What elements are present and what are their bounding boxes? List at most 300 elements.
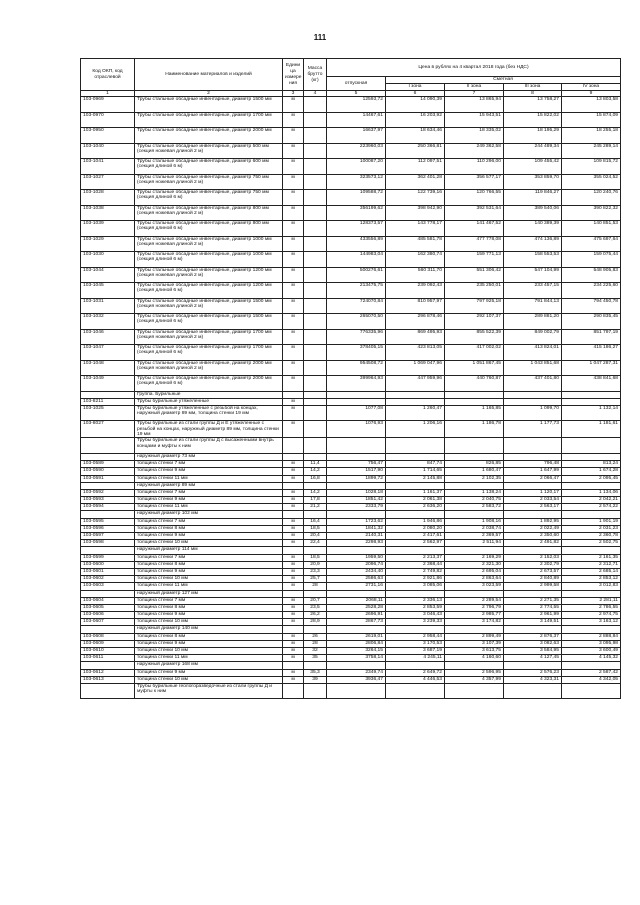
cell-name: Трубы стальные обсадные инвентарные, диаметр 1000 мм (секция длиной 6 м) bbox=[135, 252, 283, 268]
cell-zone-4-price: 109 815,72 bbox=[562, 159, 621, 175]
cell-mass bbox=[304, 438, 327, 454]
cell-code: 103-0601 bbox=[81, 568, 135, 575]
cell-unit: м bbox=[283, 583, 304, 590]
cell-mass: 39 bbox=[304, 676, 327, 683]
cell-code: 103-8027 bbox=[81, 421, 135, 438]
cell-release-price bbox=[327, 453, 386, 460]
cell-code: 103-1025 bbox=[81, 405, 135, 421]
cell-zone-4-price: 1 181,61 bbox=[562, 421, 621, 438]
table-row bbox=[81, 329, 621, 345]
cell-name: Трубы стальные обсадные инвентарные, диаметр 1500 мм (секция длиной 6 м) bbox=[135, 314, 283, 330]
cell-mass bbox=[304, 221, 327, 237]
cell-code bbox=[81, 391, 135, 398]
table-row bbox=[81, 453, 621, 460]
table-row bbox=[81, 421, 621, 438]
cell-unit: м bbox=[283, 655, 304, 662]
cell-zone-2-price: 2 169,29 bbox=[445, 554, 504, 561]
cell-release-price bbox=[327, 626, 386, 633]
table-row bbox=[81, 283, 621, 299]
cell-code: 103-1028 bbox=[81, 190, 135, 206]
cell-release-price: 100087,20 bbox=[327, 159, 386, 175]
cell-name: Трубы стальные обсадные инвентарные, диаметр 750 мм (секция ножевая длиной 2 м) bbox=[135, 174, 283, 190]
cell-zone-3-price: 4 127,45 bbox=[504, 655, 562, 662]
cell-zone-1-price bbox=[386, 590, 445, 597]
table-row bbox=[81, 345, 621, 361]
cell-zone-4-price: 548 905,83 bbox=[562, 267, 621, 283]
cell-unit: м bbox=[283, 633, 304, 640]
cell-name: Трубы стальные обсадные инвентарные, диаметр 1000 мм (секция ножевая длиной 2 м) bbox=[135, 236, 283, 252]
table-row bbox=[81, 612, 621, 619]
cell-mass: 18,5 bbox=[304, 554, 327, 561]
cell-release-price bbox=[327, 662, 386, 669]
cell-name: толщина стенки 8 мм bbox=[135, 604, 283, 611]
cell-code: 103-0969 bbox=[81, 97, 135, 113]
cell-zone-2-price: 392 531,64 bbox=[445, 205, 504, 221]
table-row bbox=[81, 525, 621, 532]
cell-zone-2-price bbox=[445, 391, 504, 398]
cell-zone-4-price: 15 874,09 bbox=[562, 112, 621, 128]
cell-zone-2-price: 235 250,01 bbox=[445, 283, 504, 299]
cell-zone-4-price bbox=[562, 398, 621, 405]
cell-code: 103-0600 bbox=[81, 561, 135, 568]
cell-release-price: 378405,15 bbox=[327, 345, 386, 361]
cell-release-price: 2068,11 bbox=[327, 597, 386, 604]
cell-zone-3-price: 2 022,49 bbox=[504, 525, 562, 532]
table-row bbox=[81, 391, 621, 398]
cell-release-price: 433556,89 bbox=[327, 236, 386, 252]
cell-code bbox=[81, 482, 135, 489]
cell-name: Трубы стальные обсадные инвентарные, диаметр 1500 мм bbox=[135, 97, 283, 113]
cell-unit: м bbox=[283, 597, 304, 604]
cell-release-price: 2867,73 bbox=[327, 619, 386, 626]
cell-zone-4-price: 290 835,45 bbox=[562, 314, 621, 330]
cell-release-price: 2333,79 bbox=[327, 504, 386, 511]
table-row bbox=[81, 461, 621, 468]
cell-release-price: 213475,75 bbox=[327, 283, 386, 299]
cell-zone-1-price bbox=[386, 438, 445, 454]
cell-zone-1-price: 423 813,05 bbox=[386, 345, 445, 361]
cell-name: толщина стенки 9 мм bbox=[135, 640, 283, 647]
cell-zone-3-price: 2 302,79 bbox=[504, 561, 562, 568]
table-row bbox=[81, 97, 621, 113]
cell-zone-4-price: 3 600,49 bbox=[562, 648, 621, 655]
cell-zone-2-price: 797 925,18 bbox=[445, 298, 504, 314]
cell-unit: м bbox=[283, 497, 304, 504]
cell-unit: м bbox=[283, 205, 304, 221]
cell-mass: 18,5 bbox=[304, 525, 327, 532]
cell-name: наружный диаметр 127 мм bbox=[135, 590, 283, 597]
cell-release-price: 265070,50 bbox=[327, 314, 386, 330]
table-row bbox=[81, 504, 621, 511]
cell-code: 103-1044 bbox=[81, 267, 135, 283]
cell-name: Трубы стальные обсадные инвентарные, диаметр 1700 мм (секция длиной 6 м) bbox=[135, 345, 283, 361]
cell-release-price bbox=[327, 683, 386, 699]
cell-name: толщина стенки 9 мм bbox=[135, 497, 283, 504]
cell-unit: м bbox=[283, 405, 304, 421]
cell-mass: 20,4 bbox=[304, 533, 327, 540]
cell-code: 103-0610 bbox=[81, 648, 135, 655]
table-row bbox=[81, 438, 621, 454]
cell-zone-4-price: 2 312,71 bbox=[562, 561, 621, 568]
cell-code: 103-1038 bbox=[81, 205, 135, 221]
cell-code: 103-1031 bbox=[81, 298, 135, 314]
cell-zone-3-price: 15 822,02 bbox=[504, 112, 562, 128]
cell-code: 103-0608 bbox=[81, 633, 135, 640]
cell-mass bbox=[304, 683, 327, 699]
cell-zone-3-price: 547 104,99 bbox=[504, 267, 562, 283]
cell-mass: 28 bbox=[304, 640, 327, 647]
table-row bbox=[81, 540, 621, 547]
table-row bbox=[81, 376, 621, 392]
cell-zone-4-price: 4 342,05 bbox=[562, 676, 621, 683]
cell-unit: м bbox=[283, 128, 304, 144]
cell-zone-1-price: 2 336,13 bbox=[386, 597, 445, 604]
cell-zone-2-price: 1 680,47 bbox=[445, 468, 504, 475]
table-row bbox=[81, 143, 621, 159]
cell-zone-4-price: 1 132,14 bbox=[562, 405, 621, 421]
cell-unit: м bbox=[283, 190, 304, 206]
cell-zone-3-price: 109 455,42 bbox=[504, 159, 562, 175]
cell-zone-2-price bbox=[445, 683, 504, 699]
cell-name: наружный диаметр 89 мм bbox=[135, 482, 283, 489]
cell-zone-2-price: 110 296,00 bbox=[445, 159, 504, 175]
cell-zone-1-price: 2 636,20 bbox=[386, 504, 445, 511]
cell-name: толщина стенки 11 мм bbox=[135, 504, 283, 511]
cell-zone-4-price: 3 163,12 bbox=[562, 619, 621, 626]
cell-code: 103-0595 bbox=[81, 518, 135, 525]
cell-mass bbox=[304, 482, 327, 489]
table-row bbox=[81, 662, 621, 669]
cell-name: Трубы стальные обсадные инвентарные, диаметр 1200 мм (секция ножевая длиной 2 м) bbox=[135, 267, 283, 283]
cell-zone-3-price: 2 673,57 bbox=[504, 568, 562, 575]
cell-mass: 14,2 bbox=[304, 468, 327, 475]
cell-zone-3-price: 353 859,70 bbox=[504, 174, 562, 190]
cell-zone-4-price: 3 012,83 bbox=[562, 583, 621, 590]
cell-unit: м bbox=[283, 475, 304, 482]
cell-unit: м bbox=[283, 174, 304, 190]
table-row bbox=[81, 590, 621, 597]
cell-zone-4-price bbox=[562, 482, 621, 489]
cell-code: 103-0602 bbox=[81, 576, 135, 583]
cell-zone-1-price: 16 203,92 bbox=[386, 112, 445, 128]
cell-mass: 14,2 bbox=[304, 489, 327, 496]
cell-name: Трубы бурильные из стали группы Д с высаженными внутрь концами и муфты к ним bbox=[135, 438, 283, 454]
cell-release-price: 356199,62 bbox=[327, 205, 386, 221]
cell-zone-4-price bbox=[562, 511, 621, 518]
cell-code: 103-0593 bbox=[81, 497, 135, 504]
cell-code bbox=[81, 511, 135, 518]
cell-zone-3-price: 244 489,34 bbox=[504, 143, 562, 159]
cell-zone-4-price: 438 841,68 bbox=[562, 376, 621, 392]
cell-zone-1-price: 143 778,17 bbox=[386, 221, 445, 237]
cell-zone-4-price: 813,24 bbox=[562, 461, 621, 468]
table-row bbox=[81, 314, 621, 330]
cell-name: толщина стенки 9 мм bbox=[135, 533, 283, 540]
cell-name: толщина стенки 8 мм bbox=[135, 525, 283, 532]
cell-unit: м bbox=[283, 489, 304, 496]
cell-zone-1-price: 447 959,96 bbox=[386, 376, 445, 392]
cell-unit: м bbox=[283, 252, 304, 268]
cell-release-price: 2619,01 bbox=[327, 633, 386, 640]
cell-zone-3-price: 3 149,51 bbox=[504, 619, 562, 626]
cell-zone-3-price: 140 389,39 bbox=[504, 221, 562, 237]
cell-zone-2-price: 1 165,85 bbox=[445, 405, 504, 421]
cell-mass: 35 bbox=[304, 655, 327, 662]
cell-zone-4-price: 4 145,32 bbox=[562, 655, 621, 662]
cell-unit: м bbox=[283, 568, 304, 575]
table-row bbox=[81, 633, 621, 640]
cell-mass: 26,2 bbox=[304, 612, 327, 619]
cell-zone-1-price: 1 946,86 bbox=[386, 518, 445, 525]
cell-unit bbox=[283, 438, 304, 454]
cell-zone-3-price: 849 002,79 bbox=[504, 329, 562, 345]
column-number: 5 bbox=[327, 91, 386, 97]
table-row bbox=[81, 597, 621, 604]
cell-zone-4-price: 851 797,19 bbox=[562, 329, 621, 345]
cell-zone-2-price bbox=[445, 398, 504, 405]
cell-zone-3-price: 791 844,13 bbox=[504, 298, 562, 314]
table-row bbox=[81, 604, 621, 611]
cell-release-price bbox=[327, 398, 386, 405]
cell-unit: м bbox=[283, 612, 304, 619]
cell-zone-3-price: 2 961,99 bbox=[504, 612, 562, 619]
cell-mass: 28 bbox=[304, 583, 327, 590]
cell-name: Трубы бурильные геологоразведочные из стали группы Д и муфты к ним bbox=[135, 683, 283, 699]
cell-zone-4-price bbox=[562, 626, 621, 633]
table-row bbox=[81, 482, 621, 489]
cell-code: 103-1027 bbox=[81, 174, 135, 190]
cell-zone-4-price: 3 095,98 bbox=[562, 640, 621, 647]
cell-name: наружный диаметр 102 мм bbox=[135, 511, 283, 518]
cell-zone-1-price: 296 878,46 bbox=[386, 314, 445, 330]
cell-zone-3-price: 389 540,06 bbox=[504, 205, 562, 221]
cell-release-price: 2528,28 bbox=[327, 604, 386, 611]
cell-zone-3-price: 2 350,60 bbox=[504, 533, 562, 540]
cell-release-price: 1841,32 bbox=[327, 525, 386, 532]
cell-mass bbox=[304, 405, 327, 421]
cell-zone-1-price: 2 749,82 bbox=[386, 568, 445, 575]
column-number: 9 bbox=[562, 91, 621, 97]
table-row bbox=[81, 554, 621, 561]
cell-zone-1-price bbox=[386, 398, 445, 405]
cell-zone-3-price: 474 136,89 bbox=[504, 236, 562, 252]
cell-code: 103-0592 bbox=[81, 489, 135, 496]
cell-zone-1-price: 1 069 047,96 bbox=[386, 360, 445, 376]
cell-unit bbox=[283, 482, 304, 489]
cell-zone-3-price: 158 553,53 bbox=[504, 252, 562, 268]
cell-release-price: 1899,72 bbox=[327, 475, 386, 482]
cell-zone-1-price: 2 080,20 bbox=[386, 525, 445, 532]
table-row bbox=[81, 561, 621, 568]
cell-zone-3-price bbox=[504, 547, 562, 554]
cell-release-price: 1851,42 bbox=[327, 497, 386, 504]
cell-zone-2-price bbox=[445, 547, 504, 554]
cell-zone-2-price: 3 174,82 bbox=[445, 619, 504, 626]
cell-code: 103-0603 bbox=[81, 583, 135, 590]
cell-mass: 11,4 bbox=[304, 461, 327, 468]
cell-mass bbox=[304, 511, 327, 518]
cell-code: 103-0609 bbox=[81, 640, 135, 647]
cell-name: Трубы стальные обсадные инвентарные, диаметр 800 мм (секция ножевая длиной 2 м) bbox=[135, 205, 283, 221]
cell-zone-4-price: 2 888,84 bbox=[562, 633, 621, 640]
cell-zone-4-price: 355 024,52 bbox=[562, 174, 621, 190]
cell-zone-4-price: 1 901,19 bbox=[562, 518, 621, 525]
cell-release-price: 3264,15 bbox=[327, 648, 386, 655]
cell-release-price: 223960,03 bbox=[327, 143, 386, 159]
cell-zone-4-price: 18 255,18 bbox=[562, 128, 621, 144]
cell-zone-1-price: 2 145,88 bbox=[386, 475, 445, 482]
cell-mass: 22,4 bbox=[304, 540, 327, 547]
cell-mass: 16,8 bbox=[304, 475, 327, 482]
table-row bbox=[81, 475, 621, 482]
cell-unit bbox=[283, 511, 304, 518]
table-row bbox=[81, 267, 621, 283]
cell-code: 103-0950 bbox=[81, 128, 135, 144]
cell-name: толщина стенки 10 мм bbox=[135, 619, 283, 626]
price-table bbox=[80, 58, 621, 699]
cell-zone-2-price: 2 583,72 bbox=[445, 504, 504, 511]
cell-release-price: 500276,61 bbox=[327, 267, 386, 283]
cell-mass: 32 bbox=[304, 648, 327, 655]
cell-mass: 21,2 bbox=[304, 504, 327, 511]
cell-name: толщина стенки 11 мм bbox=[135, 655, 283, 662]
cell-zone-3-price: 413 824,01 bbox=[504, 345, 562, 361]
cell-unit: м bbox=[283, 267, 304, 283]
cell-unit: м bbox=[283, 143, 304, 159]
cell-name: Трубы стальные обсадные инвентарные, диаметр 2000 мм (секция ножевая длиной 2 м) bbox=[135, 360, 283, 376]
cell-name: Трубы стальные обсадные инвентарные, диаметр 1500 мм (секция ножевая длиной 2 м) bbox=[135, 298, 283, 314]
cell-zone-1-price: 560 311,70 bbox=[386, 267, 445, 283]
header-unit: Едини ца измере ния bbox=[283, 59, 304, 91]
cell-release-price: 2298,93 bbox=[327, 540, 386, 547]
cell-zone-2-price: 3 023,59 bbox=[445, 583, 504, 590]
cell-mass bbox=[304, 547, 327, 554]
cell-mass bbox=[304, 590, 327, 597]
header-zone-2: II зона bbox=[445, 84, 504, 91]
cell-code: 103-0605 bbox=[81, 604, 135, 611]
cell-zone-3-price: 1 120,17 bbox=[504, 489, 562, 496]
cell-zone-1-price: 847,74 bbox=[386, 461, 445, 468]
table-row bbox=[81, 619, 621, 626]
table-header bbox=[81, 59, 621, 97]
cell-zone-1-price: 1 161,37 bbox=[386, 489, 445, 496]
cell-name: Трубы бурильные утяжеленные bbox=[135, 398, 283, 405]
cell-release-price: 1028,18 bbox=[327, 489, 386, 496]
cell-unit bbox=[283, 683, 304, 699]
cell-zone-1-price: 239 092,43 bbox=[386, 283, 445, 299]
cell-mass bbox=[304, 267, 327, 283]
cell-zone-4-price: 2 042,21 bbox=[562, 497, 621, 504]
cell-zone-4-price: 2 786,55 bbox=[562, 604, 621, 611]
cell-name: толщина стенки 10 мм bbox=[135, 576, 283, 583]
cell-name: толщина стенки 9 мм bbox=[135, 612, 283, 619]
cell-release-price: 3936,47 bbox=[327, 676, 386, 683]
cell-zone-1-price: 14 090,39 bbox=[386, 97, 445, 113]
cell-code: 103-0597 bbox=[81, 533, 135, 540]
cell-mass bbox=[304, 360, 327, 376]
cell-mass: 17,8 bbox=[304, 497, 327, 504]
cell-release-price: 2140,31 bbox=[327, 533, 386, 540]
table-row bbox=[81, 205, 621, 221]
cell-mass bbox=[304, 252, 327, 268]
cell-code: 103-0598 bbox=[81, 540, 135, 547]
cell-mass bbox=[304, 329, 327, 345]
cell-unit: м bbox=[283, 461, 304, 468]
cell-zone-2-price: 826,85 bbox=[445, 461, 504, 468]
cell-mass bbox=[304, 376, 327, 392]
table-row bbox=[81, 221, 621, 237]
cell-unit: м bbox=[283, 533, 304, 540]
cell-zone-2-price: 1 186,78 bbox=[445, 421, 504, 438]
cell-code bbox=[81, 626, 135, 633]
cell-code: 103-0606 bbox=[81, 612, 135, 619]
cell-code bbox=[81, 547, 135, 554]
cell-zone-4-price: 2 587,42 bbox=[562, 669, 621, 676]
cell-unit: м bbox=[283, 360, 304, 376]
cell-name: толщина стенки 10 мм bbox=[135, 648, 283, 655]
cell-zone-2-price: 855 522,39 bbox=[445, 329, 504, 345]
cell-name: Трубы бурильные из стали группы Д и Е утяжеленные с резьбой на концах, наружный диаметр 89 мм, толщина стенки 19 мм bbox=[135, 421, 283, 438]
cell-mass bbox=[304, 143, 327, 159]
cell-name: Трубы стальные обсадные инвентарные, диаметр 2000 мм (секция длиной 6 м) bbox=[135, 376, 283, 392]
cell-zone-2-price: 4 357,99 bbox=[445, 676, 504, 683]
cell-code: 103-1030 bbox=[81, 252, 135, 268]
table-row bbox=[81, 112, 621, 128]
cell-release-price: 2806,84 bbox=[327, 640, 386, 647]
cell-zone-3-price: 1 043 851,68 bbox=[504, 360, 562, 376]
cell-zone-2-price bbox=[445, 482, 504, 489]
cell-zone-1-price: 2 853,59 bbox=[386, 604, 445, 611]
cell-release-price: 323573,12 bbox=[327, 174, 386, 190]
cell-zone-3-price: 2 033,54 bbox=[504, 497, 562, 504]
cell-zone-4-price: 2 974,75 bbox=[562, 612, 621, 619]
header-code: Код ОКП, код отраслевой bbox=[81, 59, 135, 91]
cell-zone-1-price: 2 061,38 bbox=[386, 497, 445, 504]
cell-unit: м bbox=[283, 468, 304, 475]
cell-zone-4-price: 390 822,32 bbox=[562, 205, 621, 221]
cell-zone-2-price: 292 107,37 bbox=[445, 314, 504, 330]
cell-name: наружный диаметр 168 мм bbox=[135, 662, 283, 669]
cell-zone-3-price bbox=[504, 438, 562, 454]
cell-release-price: 776335,96 bbox=[327, 329, 386, 345]
cell-zone-3-price: 796,48 bbox=[504, 461, 562, 468]
cell-zone-2-price: 2 102,35 bbox=[445, 475, 504, 482]
column-number: 8 bbox=[504, 91, 562, 97]
cell-zone-4-price: 234 225,60 bbox=[562, 283, 621, 299]
cell-name: толщина стенки 10 мм bbox=[135, 676, 283, 683]
cell-zone-1-price: 3 046,43 bbox=[386, 612, 445, 619]
cell-mass bbox=[304, 662, 327, 669]
cell-zone-1-price: 4 245,11 bbox=[386, 655, 445, 662]
cell-code: 103-0607 bbox=[81, 619, 135, 626]
cell-release-price: 2096,74 bbox=[327, 561, 386, 568]
cell-zone-3-price: 233 457,15 bbox=[504, 283, 562, 299]
cell-release-price: 12593,72 bbox=[327, 97, 386, 113]
cell-zone-2-price: 2 985,77 bbox=[445, 612, 504, 619]
cell-release-price: 1077,08 bbox=[327, 405, 386, 421]
cell-zone-3-price bbox=[504, 626, 562, 633]
cell-release-price: 14467,61 bbox=[327, 112, 386, 128]
cell-zone-2-price: 1 138,24 bbox=[445, 489, 504, 496]
cell-zone-2-price: 141 467,52 bbox=[445, 221, 504, 237]
header-name: Наименование материалов и изделий bbox=[135, 59, 283, 91]
cell-code: 103-1046 bbox=[81, 329, 135, 345]
cell-unit: м bbox=[283, 576, 304, 583]
cell-name: толщина стенки 7 мм bbox=[135, 554, 283, 561]
cell-unit: м bbox=[283, 236, 304, 252]
cell-name: наружный диаметр 140 мм bbox=[135, 626, 283, 633]
cell-zone-3-price: 2 576,23 bbox=[504, 669, 562, 676]
